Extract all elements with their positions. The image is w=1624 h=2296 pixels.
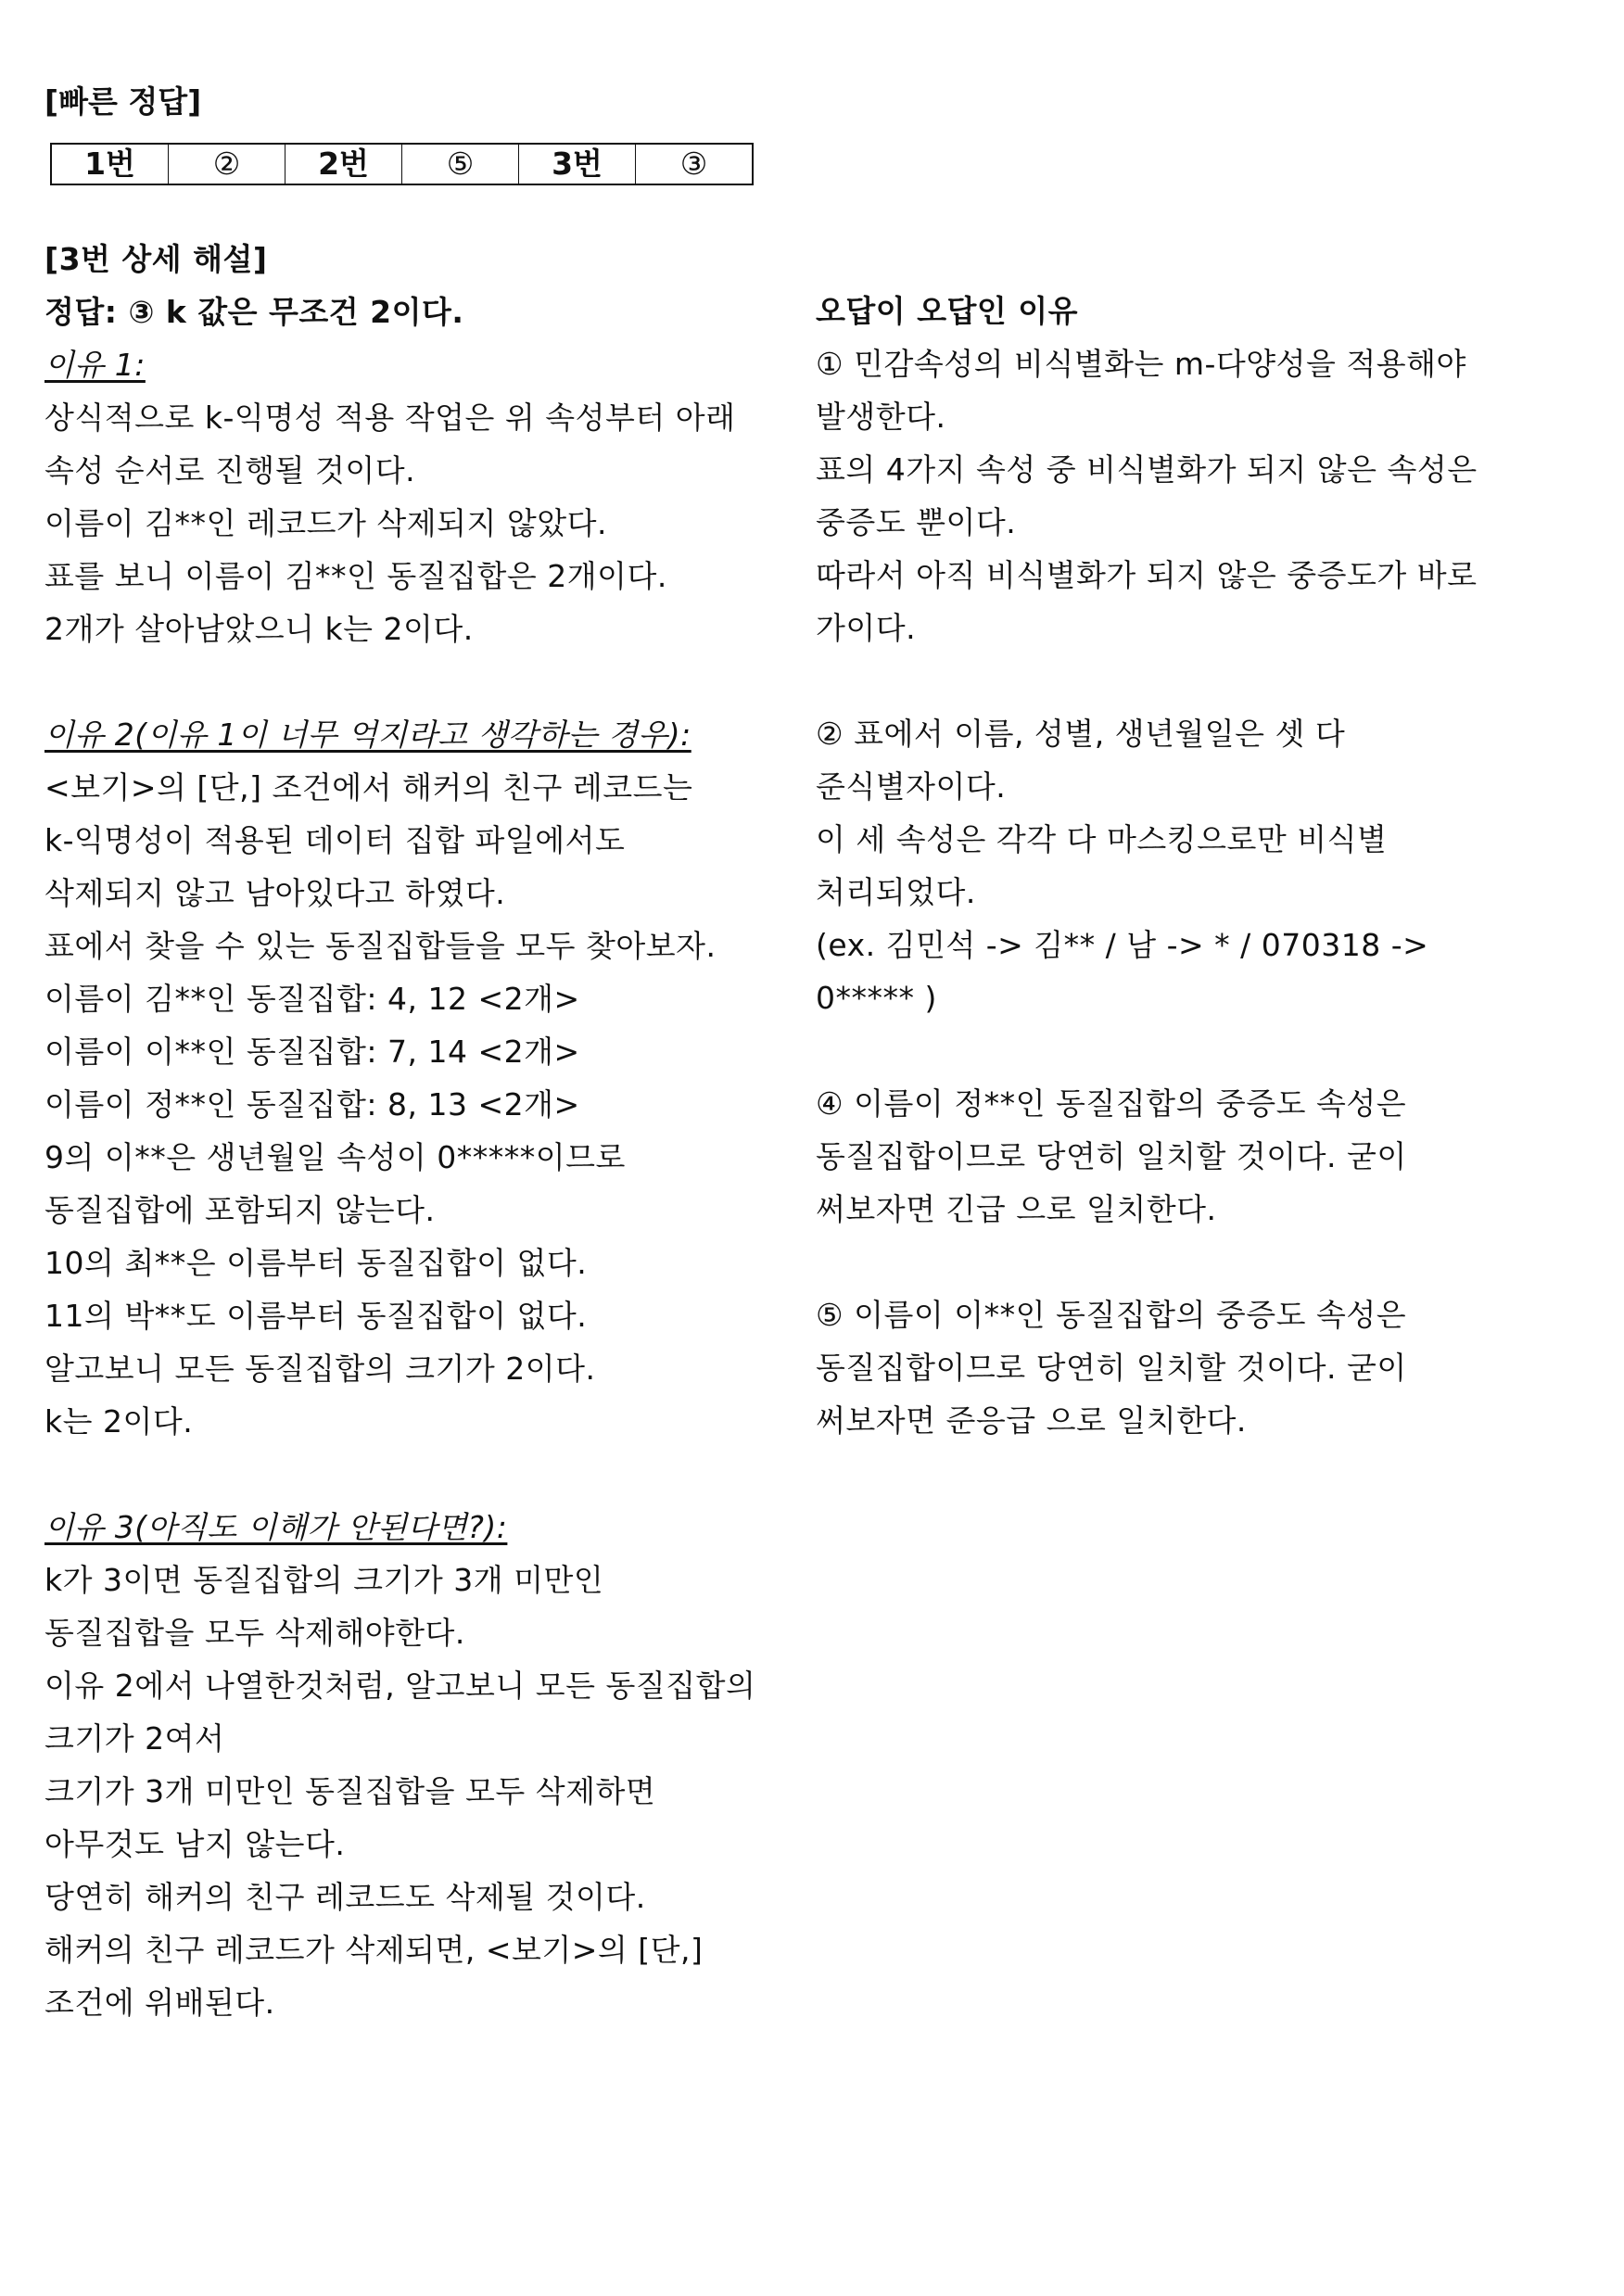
text-line: 동질집합을 모두 삭제해야한다. [44,1615,465,1651]
text-line: 동질집합에 포함되지 않는다. [44,1192,436,1228]
text-line: 이유 2에서 나열한것처럼, 알고보니 모든 동질집합의 [44,1668,756,1704]
text-line: k-익명성이 적용된 데이터 집합 파일에서도 [44,822,626,858]
text-line: 써보자면 긴급 으로 일치한다. [816,1191,1217,1227]
text-line: 표에서 찾을 수 있는 동질집합들을 모두 찾아보자. [44,928,717,964]
text-line: 0***** ) [816,980,937,1016]
text-line: 11의 박**도 이름부터 동질집합이 없다. [44,1298,588,1334]
text-line: k는 2이다. [44,1403,194,1440]
text-line: 이름이 김**인 동질집합: 4, 12 <2개> [44,981,580,1017]
text-line: 속성 순서로 진행될 것이다. [44,452,416,488]
text-line: 동질집합이므로 당연히 일치할 것이다. 굳이 [816,1138,1407,1174]
answer-2-cell: ⑤ [402,144,519,184]
text-line: ② 표에서 이름, 성별, 생년월일은 셋 다 [816,716,1346,752]
question-3-cell: 3번 [519,144,636,184]
text-line: 따라서 아직 비식별화가 되지 않은 중증도가 바로 [816,557,1478,593]
answer-statement: 정답: ③ k 값은 무조건 2이다. [44,294,464,330]
text-line: 동질집합이므로 당연히 일치할 것이다. 굳이 [816,1350,1407,1386]
text-line: 발생한다. [816,399,946,435]
answer-row [51,144,753,184]
wrong-answer-explanation-column [816,291,1594,1496]
text-line: 처리되었다. [816,874,976,910]
text-line: 표의 4가지 속성 중 비식별화가 되지 않은 속성은 [816,451,1478,488]
text-line: 크기가 2여서 [44,1720,225,1757]
question-1-cell: 1번 [51,144,169,184]
text-line: 당연히 해커의 친구 레코드도 삭제될 것이다. [44,1879,646,1915]
quick-answer-heading: [빠른 정답] [44,83,202,120]
text-line: 조건에 위배된다. [44,1985,275,2021]
text-line: <보기>의 [단,] 조건에서 해커의 친구 레코드는 [44,769,693,806]
text-line: 이 세 속성은 각각 다 마스킹으로만 비식별 [816,821,1388,857]
text-line: 준식별자이다. [816,768,1007,805]
wrong-answers-heading: 오답이 오답인 이유 [816,293,1079,329]
text-line: 9의 이**은 생년월일 속성이 0*****이므로 [44,1139,626,1175]
text-line: 이름이 이**인 동질집합: 7, 14 <2개> [44,1034,580,1070]
text-line: (ex. 김민석 -> 김** / 남 -> * / 070318 -> [816,927,1429,963]
detailed-explanation-column [44,239,814,2093]
answer-3-cell: ③ [636,144,754,184]
text-line: 이름이 정**인 동질집합: 8, 13 <2개> [44,1086,580,1123]
text-line: 해커의 친구 레코드가 삭제되면, <보기>의 [단,] [44,1932,704,1968]
text-line: 아무것도 남지 않는다. [44,1826,346,1862]
text-line: 상식적으로 k-익명성 적용 작업은 위 속성부터 아래 [44,400,736,436]
answer-1-cell: ② [169,144,285,184]
text-line: 표를 보니 이름이 김**인 동질집합은 2개이다. [44,558,667,594]
reason-heading: 이유 2(이유 1이 너무 억지라고 생각하는 경우): [44,717,691,753]
quick-answer-table [50,143,754,185]
text-line: 삭제되지 않고 남아있다고 하였다. [44,875,506,911]
reason-heading: 이유 1: [44,347,146,383]
text-line: k가 3이면 동질집합의 크기가 3개 미만인 [44,1562,604,1598]
section-heading: [3번 상세 해설] [44,241,268,277]
question-2-cell: 2번 [285,144,402,184]
text-line: 2개가 살아남았으니 k는 2이다. [44,611,474,647]
text-line: 크기가 3개 미만인 동질집합을 모두 삭제하면 [44,1773,656,1809]
text-line: 써보자면 준응급 으로 일치한다. [816,1402,1247,1439]
text-line: 이름이 김**인 레코드가 삭제되지 않았다. [44,505,607,541]
reason-heading: 이유 3(아직도 이해가 안된다면?): [44,1509,508,1545]
text-line: 가이다. [816,610,917,646]
text-line: ⑤ 이름이 이**인 동질집합의 중증도 속성은 [816,1297,1407,1333]
text-line: ① 민감속성의 비식별화는 m-다양성을 적용해야 [816,346,1466,382]
text-line: 알고보니 모든 동질집합의 크기가 2이다. [44,1351,596,1387]
text-line: 10의 최**은 이름부터 동질집합이 없다. [44,1245,588,1281]
text-line: 중증도 뿐이다. [816,504,1017,540]
text-line: ④ 이름이 정**인 동질집합의 중증도 속성은 [816,1085,1407,1122]
